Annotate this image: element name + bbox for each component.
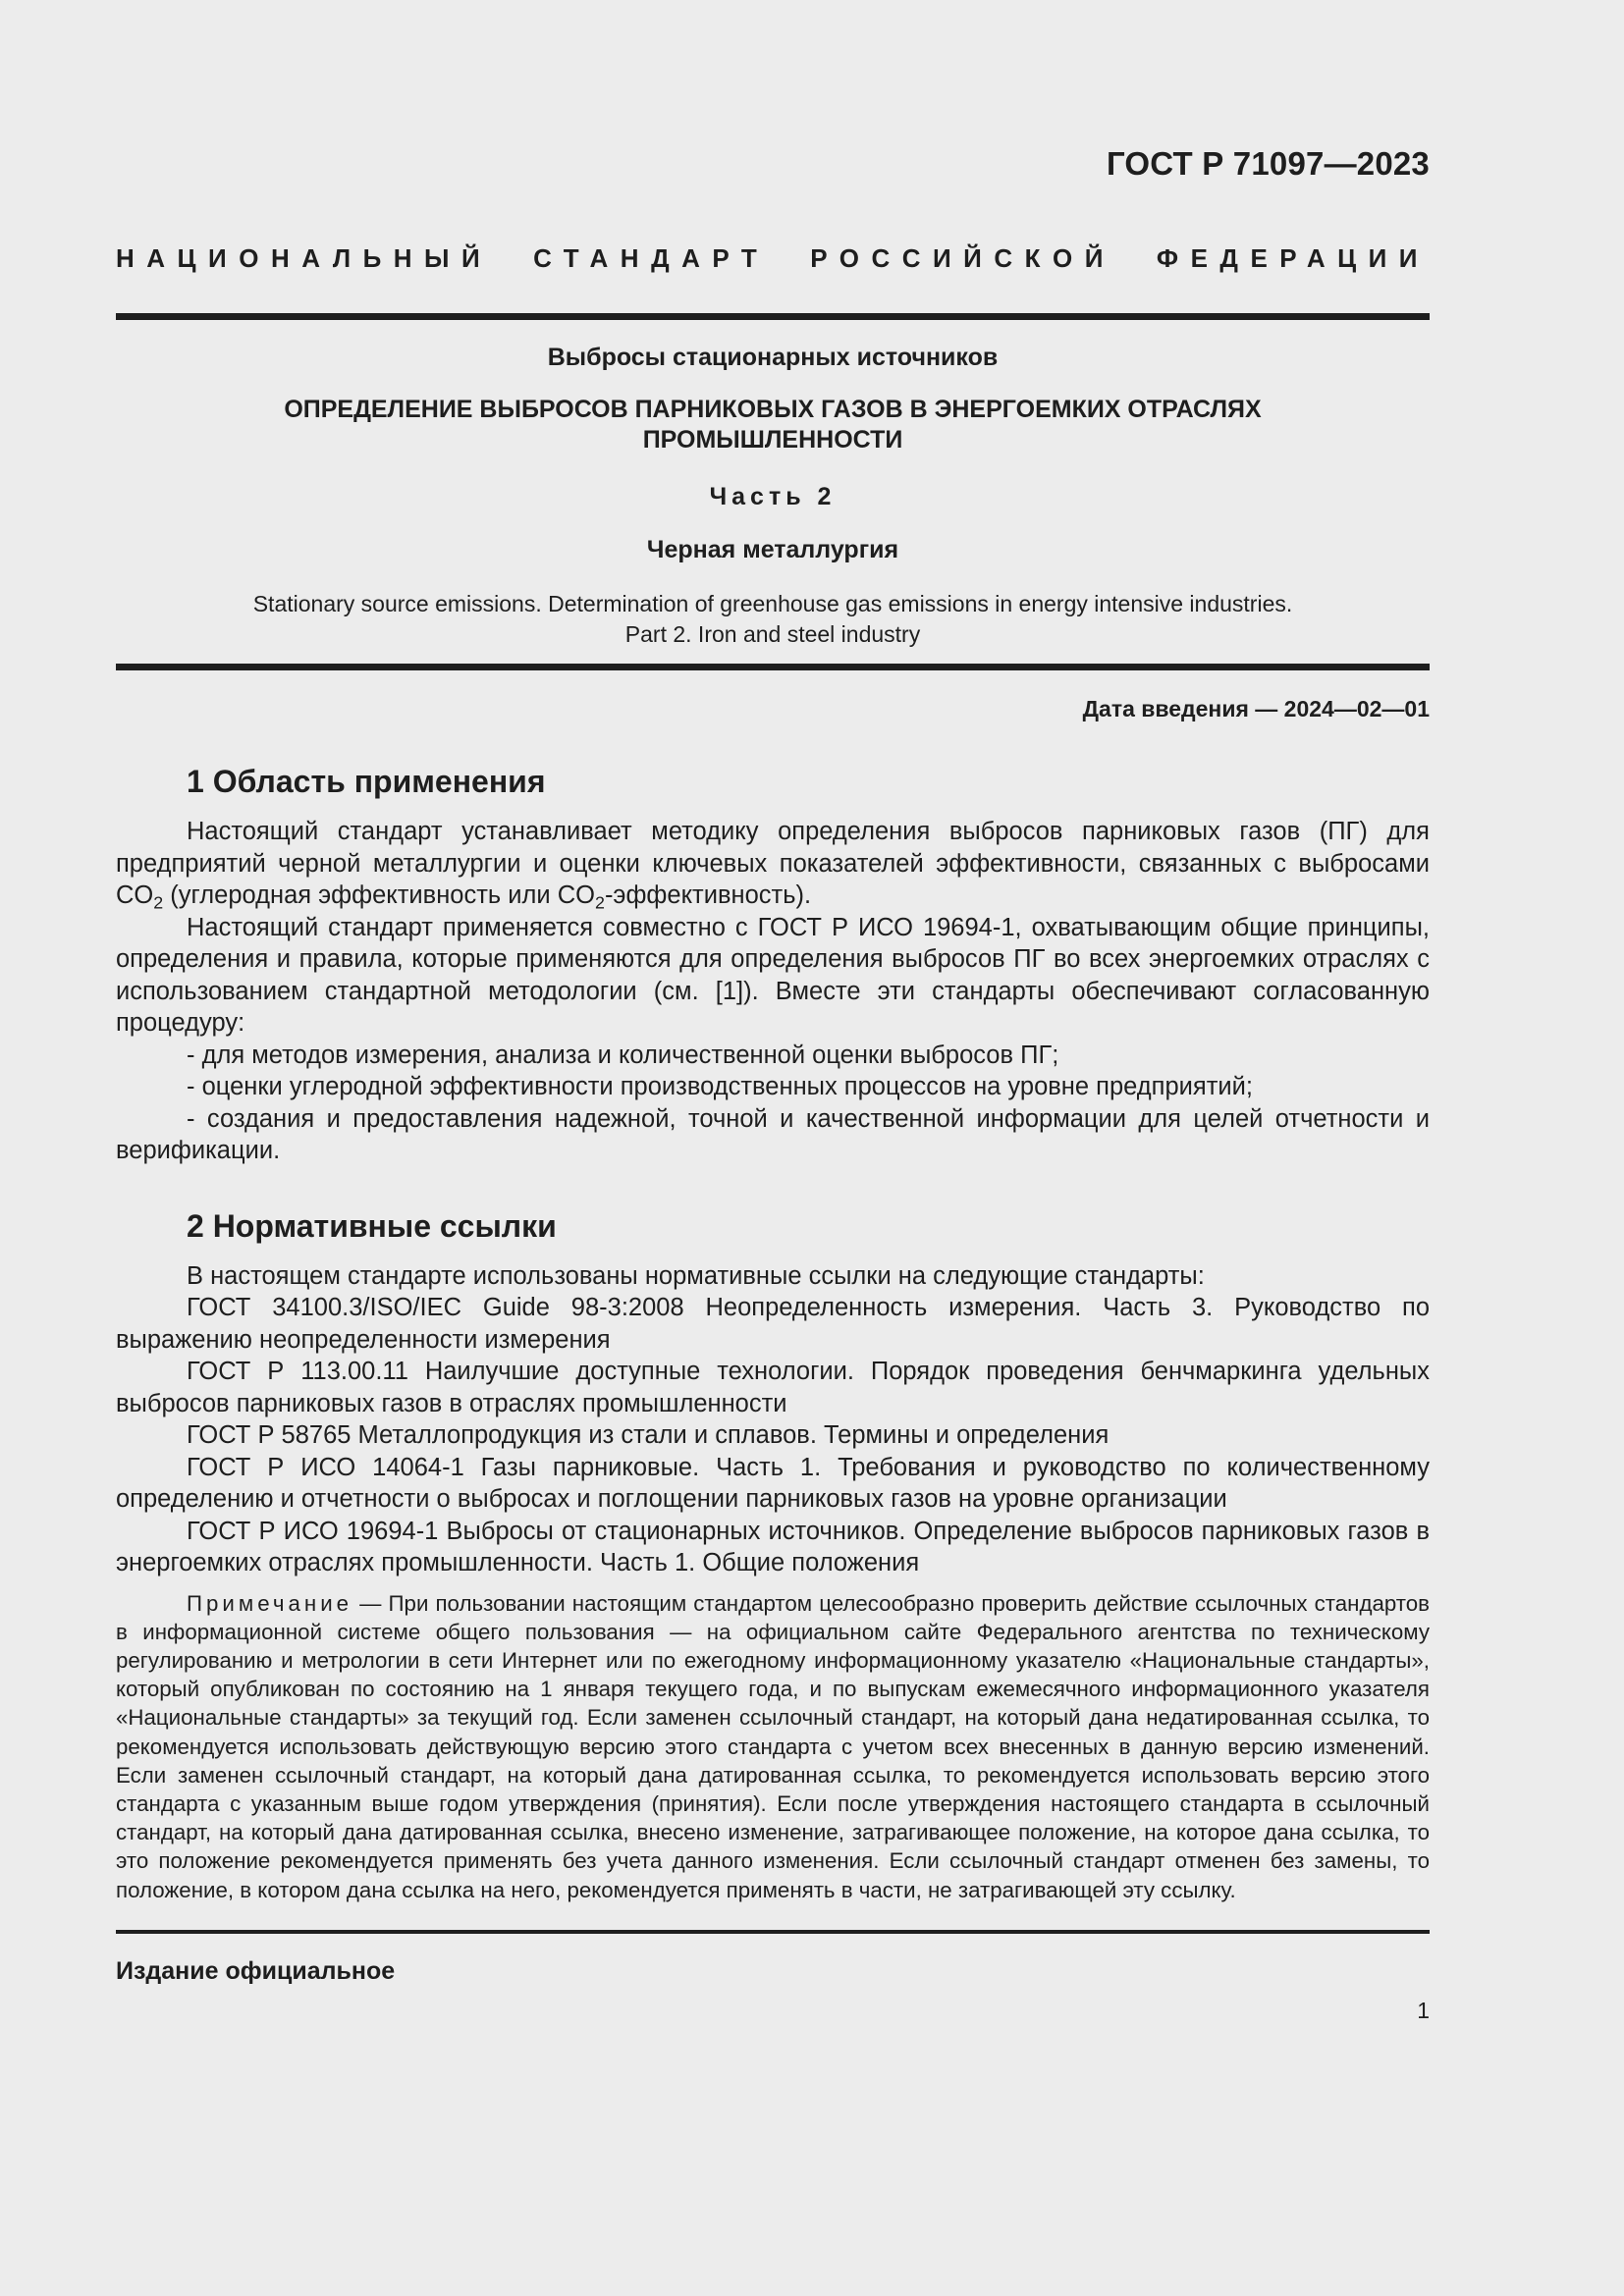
english-title-line-1: Stationary source emissions. Determination of greenhouse gas emissions in energy intensive industries. <box>252 591 1293 616</box>
page-number: 1 <box>1417 1997 1430 2023</box>
part-number: Часть 2 <box>709 483 837 510</box>
section-1-paragraph-2: Настоящий стандарт применяется совместно с ГОСТ Р ИСО 19694-1, охватывающим общие принципы, определения и правила, которые применяются для определения выбросов ПГ во всех энергоемких отраслях с использованием стандартной методологии (см. [1]). Вместе эти стандарты обеспечивают согласованную процедуру: <box>116 913 1430 1037</box>
normative-reference: ГОСТ 34100.3/ISO/IEC Guide 98-3:2008 Неопределенность измерения. Часть 3. Руководство по выражению неопределенности измерения <box>116 1294 1430 1354</box>
main-title-line-1: ОПРЕДЕЛЕНИЕ ВЫБРОСОВ ПАРНИКОВЫХ ГАЗОВ В ЭНЕРГОЕМКИХ ОТРАСЛЯХ <box>284 396 1262 423</box>
document-number: ГОСТ Р 71097—2023 <box>1106 145 1430 182</box>
national-standard-banner: НАЦИОНАЛЬНЫЙ СТАНДАРТ РОССИЙСКОЙ ФЕДЕРАЦИИ <box>116 243 1430 273</box>
part-title: Черная металлургия <box>646 536 899 563</box>
english-title-line-2: Part 2. Iron and steel industry <box>624 621 921 647</box>
normative-reference: ГОСТ Р ИСО 14064-1 Газы парниковые. Часть 1. Требования и руководство по количественному определению и отчетности о выбросах и поглощении парниковых газов на уровне организации <box>116 1453 1430 1513</box>
note <box>116 1589 1430 1904</box>
note-text: — При пользовании настоящим стандартом целесообразно проверить действие ссылочных стандартов в информационной системе общего пользования — на официальном сайте Федерального агентства по техническому регулированию и метрологии в сети Интернет или по ежегодному информационному указателю «Национальные стандарты», который опубликован по состоянию на 1 января текущего года, и по выпускам ежемесячного информационного указателя «Национальные стандарты» за текущий год. Если заменен ссылочный стандарт, на который дана недатированная ссылка, то рекомендуется использовать действующую версию этого стандарта с учетом всех внесенных в данную версию изменений. Если заменен ссылочный стандарт, на который дана датированная ссылка, то рекомендуется использовать версию этого стандарта с указанным выше годом утверждения (принятия). Если после утверждения настоящего стандарта в ссылочный стандарт, на который дана датированная ссылка, внесено изменение, затрагивающее положение, на которое дана ссылка, то это положение рекомендуется применять без учета данного изменения. Если ссылочный стандарт отменен без замены, то положение, в котором дана ссылка на него, рекомендуется применять в части, не затрагивающей эту ссылку. <box>116 1590 1430 1902</box>
footer-rule <box>116 1930 1430 1934</box>
section-1-paragraph-1 <box>116 816 1430 912</box>
p1-text-b: (углеродная эффективность или CO <box>163 881 595 909</box>
section-2-heading: 2 Нормативные ссылки <box>187 1207 557 1244</box>
normative-reference: ГОСТ Р 113.00.11 Наилучшие доступные технологии. Порядок проведения бенчмаркинга удельных выбросов парниковых газов в отраслях промышленности <box>116 1358 1430 1417</box>
main-title <box>116 395 1430 455</box>
note-label: Примечание <box>187 1590 353 1616</box>
top-thick-rule <box>116 313 1430 320</box>
official-edition-label: Издание официальное <box>116 1956 396 1985</box>
introduction-date: Дата введения — 2024—02—01 <box>1082 696 1430 721</box>
list-item: - для методов измерения, анализа и количественной оценки выбросов ПГ; <box>187 1041 1059 1069</box>
p1-text-a: Настоящий стандарт устанавливает методику определения выбросов парниковых газов (ПГ) для предприятий черной металлургии и оценки ключевых показателей эффективности, связанных с выбросами CO <box>116 818 1430 909</box>
list-item: - создания и предоставления надежной, точной и качественной информации для целей отчетности и верификации. <box>116 1104 1430 1164</box>
section-1-heading: 1 Область применения <box>187 764 546 799</box>
english-title <box>116 589 1430 650</box>
main-title-line-2: ПРОМЫШЛЕННОСТИ <box>642 426 903 454</box>
p1-text-c: -эффективность). <box>604 881 812 909</box>
title-block <box>116 344 1430 650</box>
co2-subscript: 2 <box>153 892 164 913</box>
list-item: - оценки углеродной эффективности производственных процессов на уровне предприятий; <box>187 1073 1253 1100</box>
title-bottom-rule <box>116 664 1430 670</box>
normative-reference: ГОСТ Р 58765 Металлопродукция из стали и сплавов. Термины и определения <box>187 1421 1110 1449</box>
series-title: Выбросы стационарных источников <box>547 344 999 371</box>
document-page <box>116 137 1430 2024</box>
section-2-intro: В настоящем стандарте использованы нормативные ссылки на следующие стандарты: <box>187 1261 1205 1290</box>
co2-subscript: 2 <box>595 892 605 913</box>
normative-reference: ГОСТ Р ИСО 19694-1 Выбросы от стационарных источников. Определение выбросов парниковых газов в энергоемких отраслях промышленности. Часть 1. Общие положения <box>116 1517 1430 1576</box>
